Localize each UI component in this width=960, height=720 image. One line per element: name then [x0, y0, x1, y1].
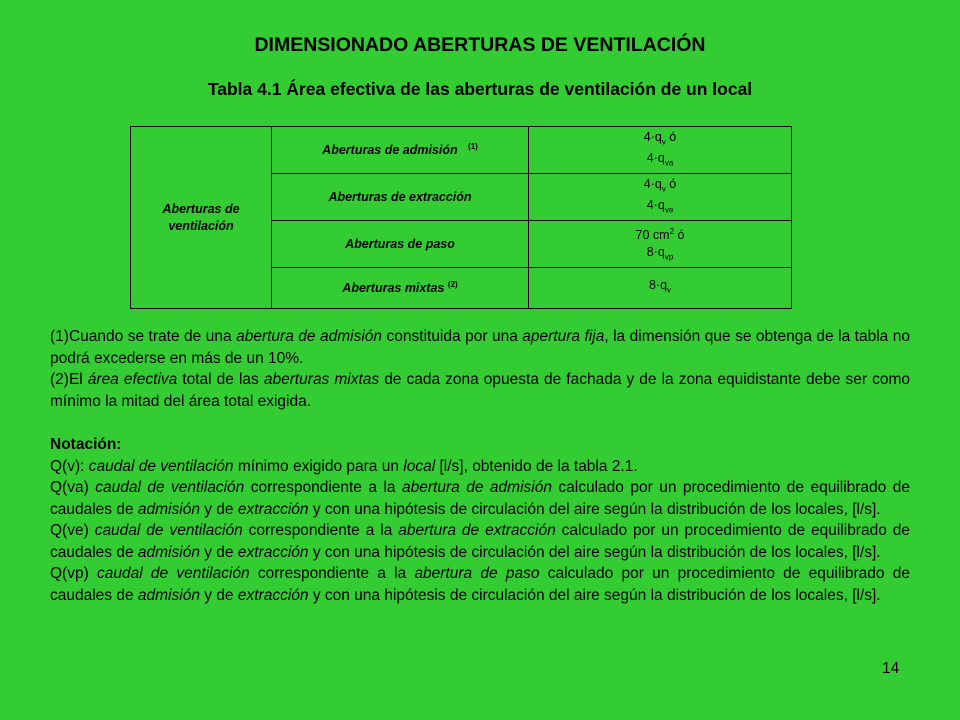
footnote-ref: (1)	[468, 142, 478, 152]
ventilation-table	[130, 126, 792, 309]
row-value-mixtas: $8\cdot q_v$	[529, 268, 792, 309]
row-type-extraccion: Aberturas de extracción	[272, 174, 529, 221]
row-type-mixtas: Aberturas mixtas $^{(2)}$	[272, 268, 529, 309]
notation-qva: Q(va) caudal de ventilación correspondiente a la abertura de admisión calculado por un procedimiento de equilibrado de caudales de admisión y de extracción y con una hipótesis de circulación del aire según la distribución de los locales, [l/s].	[50, 479, 910, 518]
row-type-paso: Aberturas de paso	[272, 221, 529, 268]
notation-heading: Notación:	[50, 436, 122, 453]
notation-qvp: Q(vp) caudal de ventilación correspondiente a la abertura de paso calculado por un procedimiento de equilibrado de caudales de admisión y de extracción y con una hipótesis de circulación del aire según la distribución de los locales, [l/s].	[50, 565, 910, 604]
row-type-admision: Aberturas de admisión $^{(1)}$	[272, 127, 529, 174]
page-number: 14	[882, 660, 900, 677]
notation-qve: Q(ve) caudal de ventilación correspondiente a la abertura de extracción calculado por un procedimiento de equilibrado de caudales de admisión y de extracción y con una hipótesis de circulación del aire según la distribución de los locales, [l/s].	[50, 522, 910, 561]
notation-qv: Q(v): caudal de ventilación mínimo exigido para un local [l/s], obtenido de la tabla 2.1.	[50, 457, 638, 475]
footnote-2: (2)El área efectiva total de las aberturas mixtas de cada zona opuesta de fachada y de la zona equidistante debe ser como mínimo la mitad del área total exigida.	[50, 371, 910, 410]
row-value-extraccion: $4\cdot q_v$ ó $4\cdot q_{ve}$	[529, 174, 792, 221]
footnote-ref: (2)	[447, 280, 458, 290]
table-caption: Tabla 4.1 Área efectiva de las aberturas de ventilación de un local	[207, 79, 753, 99]
page-title: DIMENSIONADO ABERTURAS DE VENTILACIÓN	[254, 34, 706, 56]
footnote-1: (1)Cuando se trate de una abertura de admisión constituida por una apertura fija, la dimensión que se obtenga de la tabla no podrá excederse en más de un 10%.	[50, 328, 911, 367]
row-value-admision: $4\cdot q_v$ ó $4\cdot q_{va}$	[529, 127, 792, 174]
row-header: Aberturas de ventilación	[131, 127, 272, 309]
row-value-paso: 70 $cm^2$ ó $8\cdot q_{vp}$	[529, 221, 792, 268]
body-text	[50, 326, 910, 606]
